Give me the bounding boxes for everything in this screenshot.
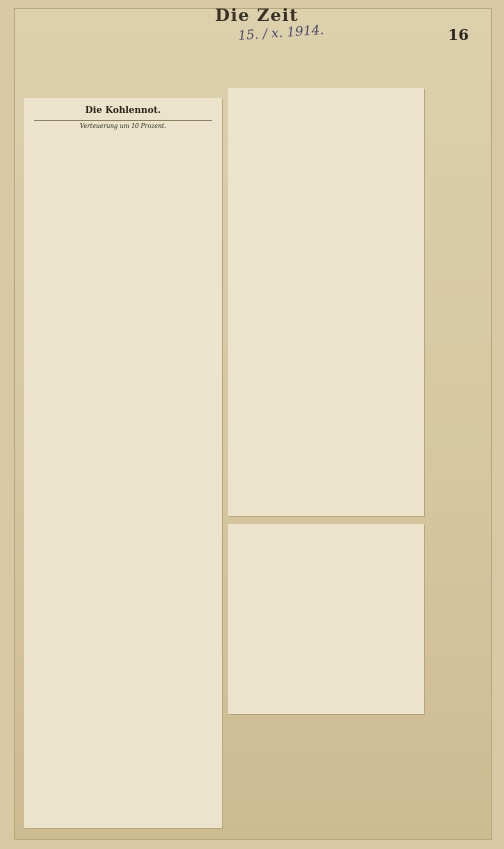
title-divider (34, 120, 212, 121)
article-subtitle: Verteuerung um 10 Prozent. (79, 123, 167, 130)
article-title: Die Kohlennot. (85, 106, 161, 116)
clipping-left-column (24, 98, 222, 828)
clipping-right-column (228, 88, 424, 516)
page-number: 16 (448, 26, 469, 44)
newspaper-name: Die Zeit (215, 6, 299, 26)
handwritten-date: 15. / x. 1914. (237, 23, 325, 44)
clipping-right-column-lower (228, 524, 424, 714)
